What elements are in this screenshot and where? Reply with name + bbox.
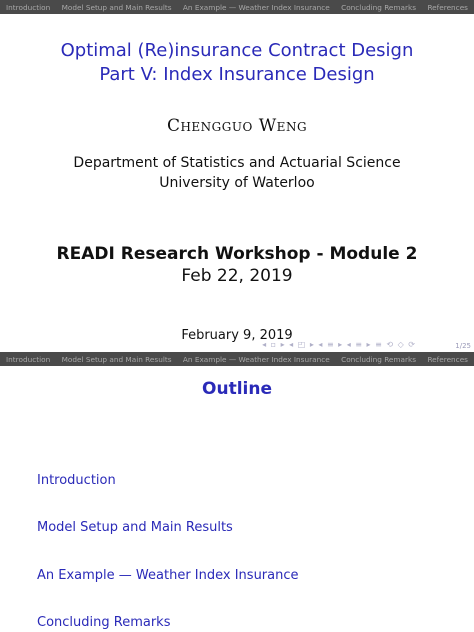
nav-item-example[interactable]: An Example — Weather Index Insurance [182,354,330,364]
nav-item-references[interactable]: References [427,2,468,12]
nav-item-example[interactable]: An Example — Weather Index Insurance [182,2,330,12]
author-name: Chengguo Weng [166,116,308,136]
outline-item-introduction[interactable]: Introduction [37,473,116,488]
outline-item-example[interactable]: An Example — Weather Index Insurance [37,568,299,583]
outline-title: Outline [202,379,272,399]
department-name: Department of Statistics and Actuarial Science [73,155,401,171]
nav-item-introduction[interactable]: Introduction [6,354,51,364]
presentation-title-line1: Optimal (Re)insurance Contract Design [60,40,414,61]
university-name: University of Waterloo [159,175,315,191]
nav-item-concluding[interactable]: Concluding Remarks [341,354,417,364]
section-nav-bar [0,0,474,14]
event-date: Feb 22, 2019 [181,266,293,286]
section-nav-bar [0,352,474,366]
nav-item-references[interactable]: References [427,354,468,364]
nav-item-concluding[interactable]: Concluding Remarks [341,2,417,12]
nav-item-model-setup[interactable]: Model Setup and Main Results [61,2,172,12]
nav-item-introduction[interactable]: Introduction [6,2,51,12]
page-number: 1/25 [455,342,471,350]
slide-date: February 9, 2019 [181,328,293,343]
outline-item-concluding[interactable]: Concluding Remarks [37,615,171,630]
outline-slide [0,352,474,632]
presentation-title-line2: Part V: Index Insurance Design [99,64,375,85]
nav-item-model-setup[interactable]: Model Setup and Main Results [61,354,172,364]
beamer-navigation-icons[interactable]: ◂ ▫ ▸ ◂ ◰ ▸ ◂ ≡ ▸ ◂ ≡ ▸ ≡ ⟲ ◇ ⟳ [262,340,416,349]
outline-item-model-setup[interactable]: Model Setup and Main Results [37,520,233,535]
event-name: READI Research Workshop - Module 2 [56,244,418,264]
